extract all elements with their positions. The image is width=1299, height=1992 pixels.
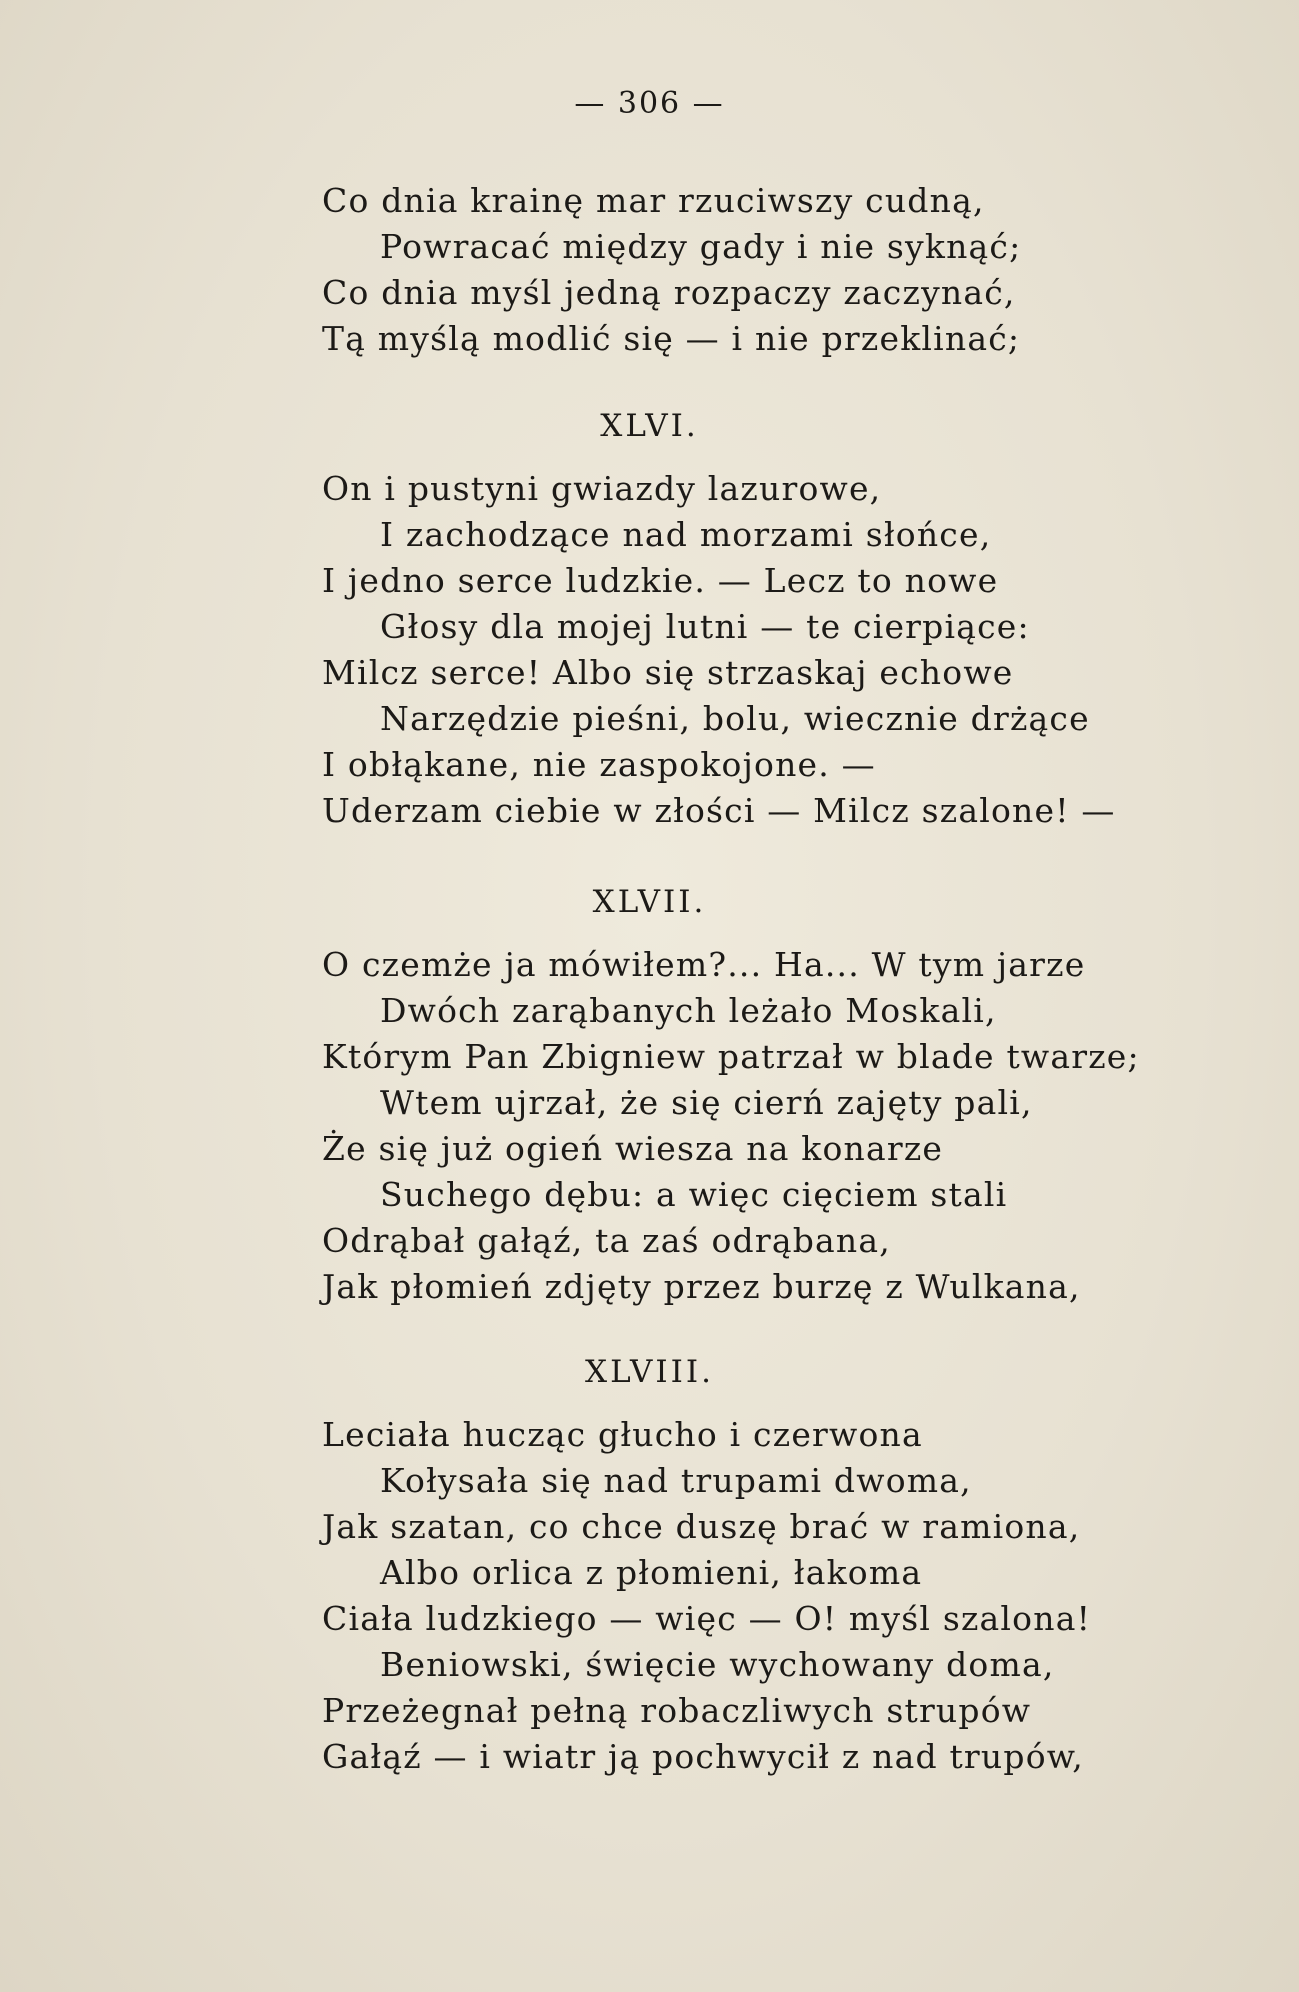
verse-line: Jak płomień zdjęty przez burzę z Wulkana, xyxy=(322,1267,1081,1306)
verse-line: Co dnia myśl jedną rozpaczy zaczynać, xyxy=(322,273,1016,312)
stanza-heading-xlviii: XLVIII. xyxy=(585,1354,714,1390)
verse-line: Gałąź — i wiatr ją pochwycił z nad trupów, xyxy=(322,1737,1084,1776)
stanza-xlvii xyxy=(322,942,1222,1310)
verse-line: Suchego dębu: a więc cięciem stali xyxy=(380,1175,1008,1214)
verse-line: I obłąkane, nie zaspokojone. — xyxy=(322,745,876,784)
verse-line: I zachodzące nad morzami słońce, xyxy=(380,515,992,554)
verse-line: Uderzam ciebie w złości — Milcz szalone! — xyxy=(322,791,1116,830)
verse-line: Dwóch zarąbanych leżało Moskali, xyxy=(380,991,997,1030)
verse-line: Którym Pan Zbigniew patrzał w blade twarze; xyxy=(322,1037,1140,1076)
verse-line: On i pustyni gwiazdy lazurowe, xyxy=(322,469,882,508)
verse-line: O czemże ja mówiłem?... Ha... W tym jarze xyxy=(322,945,1086,984)
verse-line: Odrąbał gałąź, ta zaś odrąbana, xyxy=(322,1221,891,1260)
page-number: — 306 — xyxy=(574,86,725,121)
stanza-xlvi xyxy=(322,466,1222,834)
stanza-continuation xyxy=(322,178,1222,362)
verse-line: Tą myślą modlić się — i nie przeklinać; xyxy=(322,319,1021,358)
verse-line: Beniowski, święcie wychowany doma, xyxy=(380,1645,1055,1684)
verse-line: Głosy dla mojej lutni — te cierpiące: xyxy=(380,607,1030,646)
verse-line: Przeżegnał pełną robaczliwych strupów xyxy=(322,1691,1032,1730)
verse-line: Że się już ogień wiesza na konarze xyxy=(322,1129,944,1168)
verse-line: Milcz serce! Albo się strzaskaj echowe xyxy=(322,653,1014,692)
stanza-heading-xlvii: XLVII. xyxy=(592,884,707,920)
verse-line: Leciała hucząc głucho i czerwona xyxy=(322,1415,923,1454)
verse-line: Jak szatan, co chce duszę brać w ramiona, xyxy=(322,1507,1081,1546)
verse-line: Narzędzie pieśni, bolu, wiecznie drżące xyxy=(380,699,1090,738)
verse-line: Ciała ludzkiego — więc — O! myśl szalona! xyxy=(322,1599,1092,1638)
stanza-xlviii xyxy=(322,1412,1222,1780)
verse-line: Albo orlica z płomieni, łakoma xyxy=(380,1553,923,1592)
verse-line: Kołysała się nad trupami dwoma, xyxy=(380,1461,972,1500)
verse-line: Powracać między gady i nie syknąć; xyxy=(380,227,1022,266)
verse-line: Co dnia krainę mar rzuciwszy cudną, xyxy=(322,181,985,220)
verse-line: Wtem ujrzał, że się cierń zajęty pali, xyxy=(380,1083,1033,1122)
stanza-heading-xlvi: XLVI. xyxy=(600,408,699,444)
verse-line: I jedno serce ludzkie. — Lecz to nowe xyxy=(322,561,999,600)
